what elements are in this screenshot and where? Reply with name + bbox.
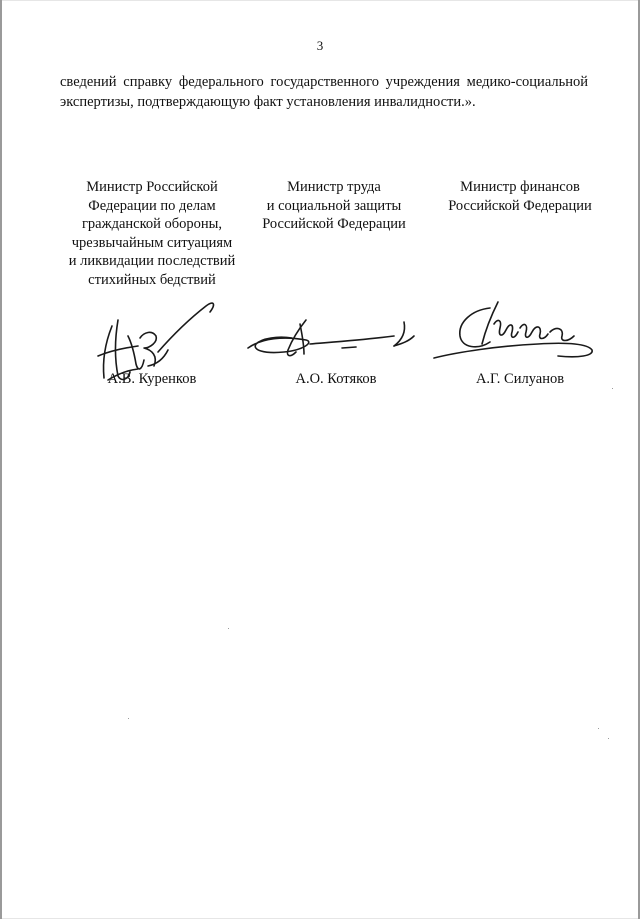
title-line: Российской Федерации <box>448 197 592 214</box>
body-line: сведений справку федерального государственного учреждения медико-социальной <box>60 74 588 90</box>
signatory-name-siluanov: А.Г. Силуанов <box>475 371 565 387</box>
title-line: Федерации по делам <box>88 197 216 214</box>
signatory-name-kurenkov: А.В. Куренков <box>107 371 197 387</box>
page-number: 3 <box>316 38 324 53</box>
scan-speck <box>598 728 599 729</box>
signatory-title-kotyakov <box>234 178 434 234</box>
title-line: чрезвычайным ситуациям <box>71 234 233 251</box>
signatory-title-kurenkov <box>52 178 252 289</box>
title-line: и ликвидации последствий <box>68 253 236 269</box>
title-line: гражданской обороны, <box>81 216 223 232</box>
body-paragraph <box>60 72 588 112</box>
scan-speck <box>228 628 229 629</box>
scan-speck <box>612 388 613 389</box>
title-line: Российской Федерации <box>262 216 406 232</box>
signatory-title-siluanov <box>420 178 620 215</box>
scan-speck <box>608 738 609 739</box>
title-line: Министр труда <box>287 179 381 195</box>
scan-speck <box>128 718 129 719</box>
scan-edge-left <box>0 0 2 919</box>
signatory-name-kotyakov: А.О. Котяков <box>295 371 377 387</box>
title-line: Министр финансов <box>460 179 580 195</box>
body-line: экспертизы, подтверждающую факт установления инвалидности.». <box>60 94 476 110</box>
title-line: стихийных бедствий <box>88 271 216 288</box>
title-line: Министр Российской <box>86 179 218 195</box>
title-line: и социальной защиты <box>266 197 402 214</box>
